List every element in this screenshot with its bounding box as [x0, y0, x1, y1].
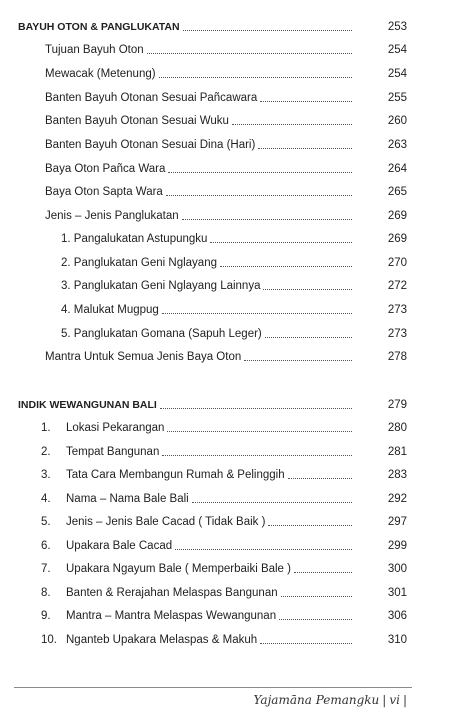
toc-row	[0, 277, 476, 295]
toc-entry-number: 8.	[41, 587, 51, 599]
toc-entry-label: Mewacak (Metenung)	[45, 68, 156, 80]
toc-row	[0, 136, 476, 154]
toc-entry-number: 1.	[41, 422, 51, 434]
dot-leader	[167, 430, 352, 432]
toc-entry	[45, 183, 352, 201]
toc-entry-label: Banten Bayuh Otonan Sesuai Wuku	[45, 115, 229, 127]
dot-leader	[265, 336, 352, 338]
toc-entry	[41, 490, 352, 508]
toc-page-number: 299	[387, 540, 407, 552]
toc-entry	[41, 443, 352, 461]
toc-row	[0, 466, 476, 484]
toc-page-number: 264	[387, 163, 407, 175]
toc-row	[0, 230, 476, 248]
toc-page-number: 270	[387, 257, 407, 269]
toc-row	[0, 490, 476, 508]
toc-page-number: 306	[387, 610, 407, 622]
toc-row	[0, 607, 476, 625]
dot-leader	[281, 595, 352, 597]
toc-entry	[18, 396, 352, 414]
dot-leader	[244, 359, 352, 361]
toc-entry-label: 3. Panglukatan Geni Nglayang Lainnya	[61, 280, 261, 292]
toc-row	[0, 207, 476, 225]
dot-leader	[192, 501, 352, 503]
toc-entry	[61, 301, 352, 319]
dot-leader	[268, 524, 352, 526]
toc-entry-label: Banten Bayuh Otonan Sesuai Pañcawara	[45, 92, 258, 104]
toc-row	[0, 419, 476, 437]
toc-entry-number: 9.	[41, 610, 51, 622]
toc-entry-label: Jenis – Jenis Bale Cacad ( Tidak Baik )	[66, 516, 266, 528]
toc-page-number: 254	[387, 44, 407, 56]
toc-entry-label: Mantra Untuk Semua Jenis Baya Oton	[45, 351, 242, 363]
toc-page-number: 269	[387, 210, 407, 222]
toc-page-number: 253	[387, 21, 407, 33]
toc-entry	[61, 254, 352, 272]
toc-entry	[61, 230, 352, 248]
toc-entry-label: 2. Panglukatan Geni Nglayang	[61, 257, 217, 269]
toc-page-number: 280	[387, 422, 407, 434]
toc-entry-label: Mantra – Mantra Melaspas Wewangunan	[66, 610, 277, 622]
toc-entry-label: Upakara Bale Cacad	[66, 540, 173, 552]
toc-entry-label: Banten & Rerajahan Melaspas Bangunan	[66, 587, 278, 599]
toc-page-number: 265	[387, 186, 407, 198]
dot-leader	[162, 454, 352, 456]
toc-page-number: 281	[387, 446, 407, 458]
dot-leader	[258, 147, 352, 149]
dot-leader	[294, 571, 352, 573]
toc-entry-label: 5. Panglukatan Gomana (Sapuh Leger)	[61, 328, 262, 340]
toc-page-number: 255	[387, 92, 407, 104]
dot-leader	[160, 407, 352, 409]
toc-row	[0, 301, 476, 319]
toc-entry-label: Lokasi Pekarangan	[66, 422, 165, 434]
toc-entry-number: 10.	[41, 634, 57, 646]
dot-leader	[260, 642, 352, 644]
toc-page-number: 301	[387, 587, 407, 599]
toc-entry-label: Tujuan Bayuh Oton	[45, 44, 144, 56]
toc-entry-number: 5.	[41, 516, 51, 528]
dot-leader	[175, 548, 352, 550]
toc-row	[0, 65, 476, 83]
toc-entry-label: Nama – Nama Bale Bali	[66, 493, 189, 505]
toc-entry-number: 2.	[41, 446, 51, 458]
toc-page-number: 273	[387, 328, 407, 340]
toc-row	[0, 325, 476, 343]
toc-entry	[41, 607, 352, 625]
dot-leader	[288, 477, 352, 479]
toc-row	[0, 112, 476, 130]
toc-page-number: 269	[387, 233, 407, 245]
toc-entry-label: Nganteb Upakara Melaspas & Makuh	[66, 634, 258, 646]
toc-page-number: 297	[387, 516, 407, 528]
toc-row	[0, 18, 476, 36]
dot-leader	[182, 218, 352, 220]
toc-page-number: 278	[387, 351, 407, 363]
toc-row	[0, 513, 476, 531]
toc-entry	[41, 584, 352, 602]
toc-entry-label: Tempat Bangunan	[66, 446, 160, 458]
toc-page-number: 273	[387, 304, 407, 316]
toc-entry-label: Baya Oton Sapta Wara	[45, 186, 163, 198]
toc-entry	[41, 513, 352, 531]
toc-row	[0, 560, 476, 578]
dot-leader	[279, 618, 352, 620]
toc-page-number: 279	[387, 399, 407, 411]
toc-row	[0, 584, 476, 602]
footer-trailing-separator: |	[402, 693, 407, 707]
dot-leader	[162, 312, 352, 314]
toc-entry	[45, 136, 352, 154]
toc-entry-number: 7.	[41, 563, 51, 575]
toc-row	[0, 254, 476, 272]
toc-page-number: 260	[387, 115, 407, 127]
page-footer	[253, 693, 410, 707]
toc-entry	[41, 466, 352, 484]
toc-chapter-title: INDIK WEWANGUNAN BALI	[18, 399, 157, 411]
toc-entry	[45, 348, 352, 366]
toc-entry-number: 3.	[41, 469, 51, 481]
toc-chapter-title: BAYUH OTON & PANGLUKATAN	[18, 21, 180, 33]
toc-entry-label: Jenis – Jenis Panglukatan	[45, 210, 179, 222]
toc-page-number: 292	[387, 493, 407, 505]
dot-leader	[166, 194, 352, 196]
toc-page-number: 272	[387, 280, 407, 292]
toc-entry-number: 4.	[41, 493, 51, 505]
dot-leader	[232, 123, 352, 125]
toc-row	[0, 537, 476, 555]
toc-entry-label: Baya Oton Pañca Wara	[45, 163, 166, 175]
toc-entry-label: 1. Pangalukatan Astupungku	[61, 233, 208, 245]
toc-row	[0, 443, 476, 461]
dot-leader	[168, 171, 352, 173]
toc-entry	[18, 18, 352, 36]
footer-page-number: vi	[389, 693, 400, 707]
toc-entry	[41, 560, 352, 578]
dot-leader	[210, 241, 352, 243]
toc-entry	[45, 207, 352, 225]
footer-divider	[14, 687, 412, 688]
dot-leader	[159, 76, 352, 78]
dot-leader	[220, 265, 352, 267]
toc-row	[0, 89, 476, 107]
toc-entry	[45, 112, 352, 130]
toc-entry	[45, 160, 352, 178]
toc-entry	[61, 277, 352, 295]
toc-page-number: 263	[387, 139, 407, 151]
toc-row	[0, 348, 476, 366]
toc-page-number: 254	[387, 68, 407, 80]
toc-entry-number: 6.	[41, 540, 51, 552]
toc-page-number: 283	[387, 469, 407, 481]
toc-entry	[41, 631, 352, 649]
toc-entry	[45, 41, 352, 59]
toc-row	[0, 41, 476, 59]
dot-leader	[183, 29, 352, 31]
dot-leader	[263, 288, 352, 290]
toc-entry-label: 4. Malukat Mugpug	[61, 304, 159, 316]
toc-entry	[41, 537, 352, 555]
footer-separator: |	[382, 693, 387, 707]
toc-page-number: 300	[387, 563, 407, 575]
toc-entry	[45, 65, 352, 83]
toc-entry	[41, 419, 352, 437]
toc-row	[0, 631, 476, 649]
toc-entry	[45, 89, 352, 107]
toc-row	[0, 183, 476, 201]
toc-entry-label: Tata Cara Membangun Rumah & Pelinggih	[66, 469, 285, 481]
dot-leader	[147, 52, 352, 54]
toc-row	[0, 396, 476, 414]
toc-entry-label: Upakara Ngayum Bale ( Memperbaiki Bale )	[66, 563, 291, 575]
toc-entry-label: Banten Bayuh Otonan Sesuai Dina (Hari)	[45, 139, 256, 151]
toc-row	[0, 160, 476, 178]
footer-book-title: Yajamāna Pemangku	[253, 693, 380, 707]
toc-page-number: 310	[387, 634, 407, 646]
dot-leader	[260, 100, 352, 102]
toc-entry	[61, 325, 352, 343]
